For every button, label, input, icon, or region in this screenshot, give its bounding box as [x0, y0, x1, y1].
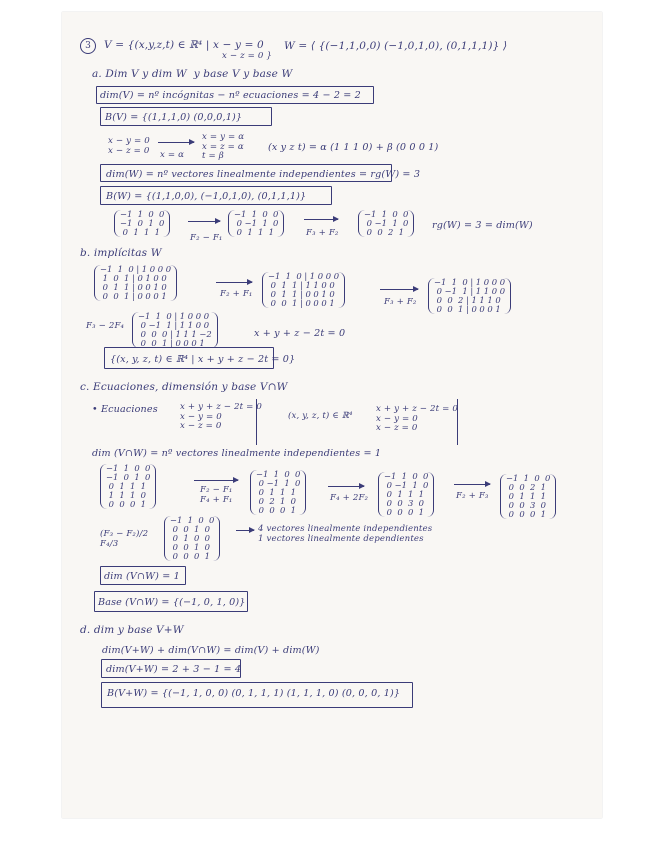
row-op: F₂ − F₁ [190, 233, 223, 243]
system-solution: x = y = α x = z = α t = β [202, 132, 245, 161]
arrow [216, 282, 252, 283]
rank-result: rg(W) = 3 = dim(W) [432, 220, 533, 231]
independence-note: 4 vectores linealmente independientes 1 vectores linealmente dependientes [258, 524, 433, 544]
row-op: F₂ − F₁ F₄ + F₁ [200, 485, 233, 505]
section-c-heading: c. Ecuaciones, dimensión y base V∩W [80, 381, 288, 393]
exercise-number: 3 [80, 38, 96, 54]
row-op: F₃ + F₂ [306, 228, 339, 238]
row-op: F₂ + F₃ [456, 491, 489, 501]
dim-intersection-box [100, 566, 186, 585]
arrow [236, 530, 254, 531]
set-w-definition: W = ⟨ {(−1,1,0,0) (−1,0,1,0), (0,1,1,1)} ⟩ [284, 40, 508, 52]
basis-intersection-box [94, 591, 248, 612]
dim-intersection: dim (V∩W) = 1 [104, 571, 180, 582]
row-op: F₂ + F₁ [220, 289, 253, 299]
dim-intersection-statement: dim (V∩W) = nº vectores linealmente independientes = 1 [92, 448, 382, 459]
dim-v-formula: dim(V) = nº incógnitas − nº ecuaciones = 4 − 2 = 2 [100, 90, 361, 101]
substitution: x = α [160, 150, 185, 160]
matrix-c4: −1 1 0 0 0 0 2 1 0 1 1 1 0 0 3 0 0 0 0 1 [500, 474, 556, 519]
section-b-heading: b. implícitas W [80, 247, 162, 259]
matrix-c2: −1 1 0 0 0 −1 1 0 0 1 1 1 0 2 1 0 0 0 0 1 [250, 470, 306, 515]
set-v-definition: V = {(x,y,z,t) ∈ ℝ⁴ | x − y = 0 [104, 39, 264, 51]
basis-sum: B(V+W) = {(−1, 1, 0, 0) (0, 1, 1, 1) (1, 1, 1, 0) (0, 0, 0, 1)} [107, 688, 401, 699]
arrow [454, 484, 490, 485]
arrow [158, 142, 194, 143]
basis-w: B(W) = {(1,1,0,0), (−1,0,1,0), (0,1,1,1)} [106, 191, 307, 202]
basis-v: B(V) = {(1,1,1,0) (0,0,0,1)} [105, 112, 243, 123]
matrix-c1: −1 1 0 0 −1 0 1 0 0 1 1 1 1 1 1 0 0 0 0 1 [100, 464, 156, 509]
system-v: x − y = 0 x − z = 0 [108, 136, 150, 156]
dim-w-box [100, 164, 392, 182]
matrix-c5: −1 1 0 0 0 0 1 0 0 1 0 0 0 0 1 0 0 0 0 1 [164, 516, 220, 561]
arrow [304, 219, 338, 220]
dim-sum: dim(V+W) = 2 + 3 − 1 = 4 [106, 664, 242, 675]
row-op: F₃ + F₂ [384, 297, 417, 307]
matrix-b4: −1 1 0 | 1 0 0 0 0 −1 1 | 1 1 0 0 0 0 0 | 1 1 1 −2 0 0 1 | 0 0 0 1 [132, 312, 218, 348]
dim-sum-box [101, 659, 241, 678]
set-variables: (x, y, z, t) ∈ ℝ⁴ [288, 411, 353, 421]
arrow [380, 289, 418, 290]
dim-w-formula: dim(W) = nº vectores linealmente independientes = rg(W) = 3 [106, 169, 421, 180]
matrix-a2: −1 1 0 0 0 −1 1 0 0 1 1 1 [228, 210, 284, 237]
grassmann-formula: dim(V+W) + dim(V∩W) = dim(V) + dim(W) [102, 645, 320, 656]
matrix-a1: −1 1 0 0 −1 0 1 0 0 1 1 1 [114, 210, 170, 237]
arrow [328, 486, 364, 487]
equations-label: • Ecuaciones [92, 404, 158, 415]
matrix-b1: −1 1 0 | 1 0 0 0 1 0 1 | 0 1 0 0 0 1 1 | 0 0 1 0 0 0 1 | 0 0 0 1 [94, 265, 177, 301]
basis-sum-box [101, 682, 413, 708]
row-op: (F₃ − F₂)/2 F₄/3 [100, 529, 149, 549]
implicit-set-box [104, 347, 274, 369]
arrow [188, 221, 220, 222]
implicit-equation: x + y + z − 2t = 0 [254, 328, 346, 339]
matrix-c3: −1 1 0 0 0 −1 1 0 0 1 1 1 0 0 3 0 0 0 0 1 [378, 472, 434, 517]
section-a-heading: a. Dim V y dim W y base V y base W [92, 68, 293, 80]
arrow [194, 480, 238, 481]
dim-v-box [96, 86, 374, 104]
section-d-heading: d. dim y base V+W [80, 624, 184, 636]
equations-system: x + y + z − 2t = 0 x − y = 0 x − z = 0 [180, 402, 262, 431]
basis-v-box [100, 107, 272, 126]
set-v-definition-2: x − z = 0 } [222, 51, 273, 61]
implicit-set: {(x, y, z, t) ∈ ℝ⁴ | x + y + z − 2t = 0} [110, 354, 296, 365]
set-conditions: x + y + z − 2t = 0 x − y = 0 x − z = 0 [376, 404, 458, 433]
matrix-b3: −1 1 0 | 1 0 0 0 0 −1 1 | 1 1 0 0 0 0 2 | 1 1 1 0 0 0 1 | 0 0 0 1 [428, 278, 511, 314]
row-op: F₄ + 2F₂ [330, 493, 369, 503]
matrix-b2: −1 1 0 | 1 0 0 0 0 1 1 | 1 1 0 0 0 1 1 | 0 0 1 0 0 0 1 | 0 0 0 1 [262, 272, 345, 308]
basis-w-box [100, 186, 332, 205]
row-op: F₃ − 2F₄ [86, 321, 125, 331]
parametric-form: (x y z t) = α (1 1 1 0) + β (0 0 0 1) [268, 142, 439, 153]
basis-intersection: Base (V∩W) = {(−1, 0, 1, 0)} [98, 597, 246, 608]
matrix-a3: −1 1 0 0 0 −1 1 0 0 0 2 1 [358, 210, 414, 237]
